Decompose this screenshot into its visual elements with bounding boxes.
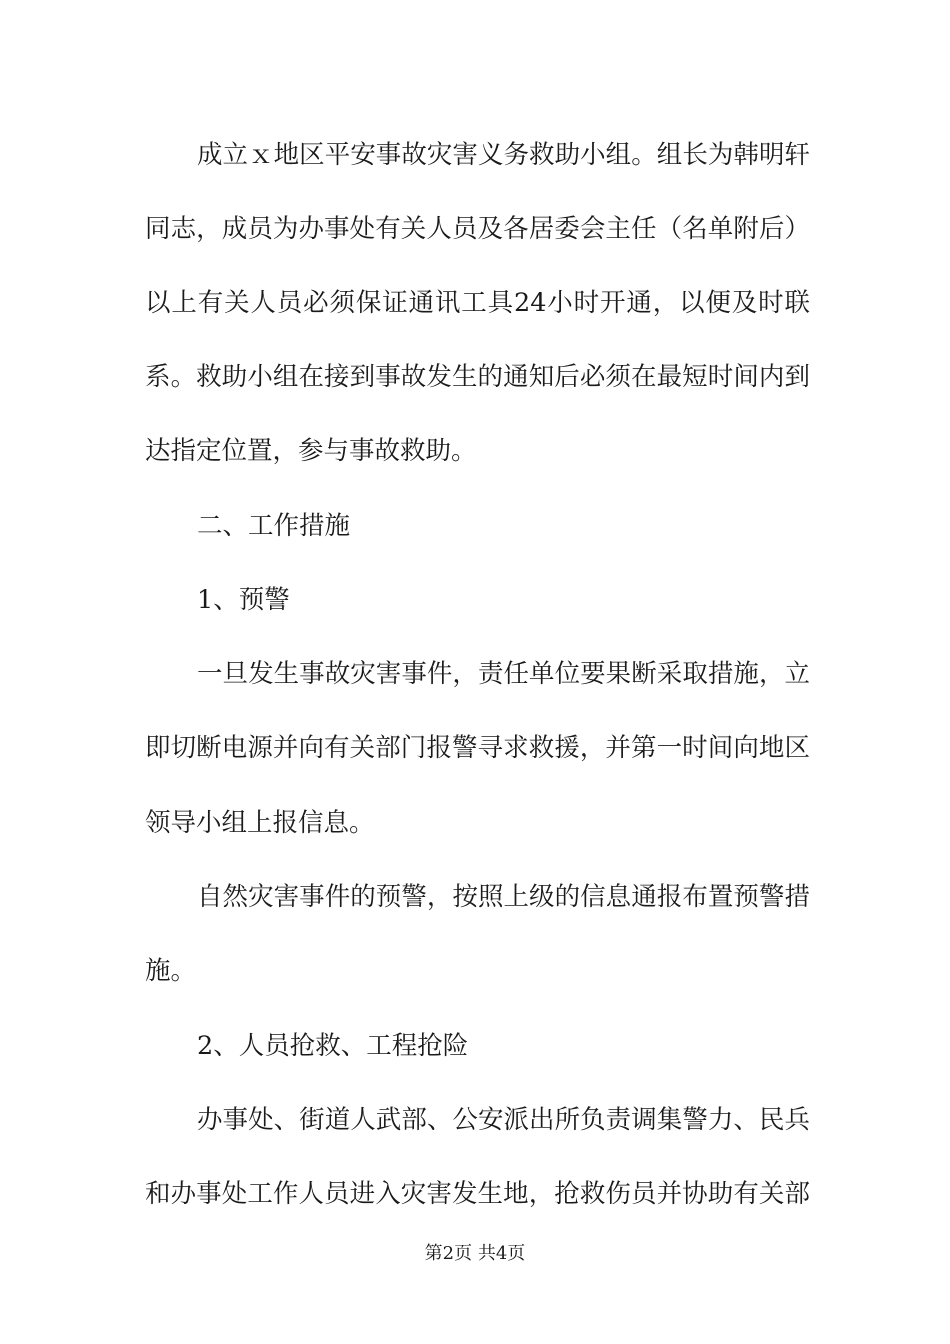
page-footer: 第2页 共4页 <box>424 1243 526 1264</box>
paragraph-line: 系。救助小组在接到事故发生的通知后必须在最短时间内到 <box>145 362 810 392</box>
paragraph-line: 成立ｘ地区平安事故灾害义务救助小组。组长为韩明轩 <box>197 140 810 170</box>
subsection-heading: 2、人员抢救、工程抢险 <box>197 1031 469 1061</box>
paragraph-line: 一旦发生事故灾害事件，责任单位要果断采取措施，立 <box>197 659 810 689</box>
paragraph-line: 办事处、街道人武部、公安派出所负责调集警力、民兵 <box>197 1105 810 1135</box>
paragraph-line: 即切断电源并向有关部门报警寻求救援，并第一时间向地区 <box>145 733 810 763</box>
paragraph-line: 同志，成员为办事处有关人员及各居委会主任（名单附后） <box>145 214 810 244</box>
paragraph-line: 领导小组上报信息。 <box>145 808 375 838</box>
paragraph-line: 自然灾害事件的预警，按照上级的信息通报布置预警措 <box>197 882 810 912</box>
section-heading: 二、工作措施 <box>197 511 351 541</box>
paragraph-line: 以上有关人员必须保证通讯工具24小时开通，以便及时联 <box>145 288 810 318</box>
paragraph-line: 和办事处工作人员进入灾害发生地，抢救伤员并协助有关部 <box>145 1179 810 1209</box>
subsection-heading: 1、预警 <box>197 585 290 615</box>
paragraph-line: 达指定位置，参与事故救助。 <box>145 436 477 466</box>
paragraph-line: 施。 <box>145 956 197 986</box>
